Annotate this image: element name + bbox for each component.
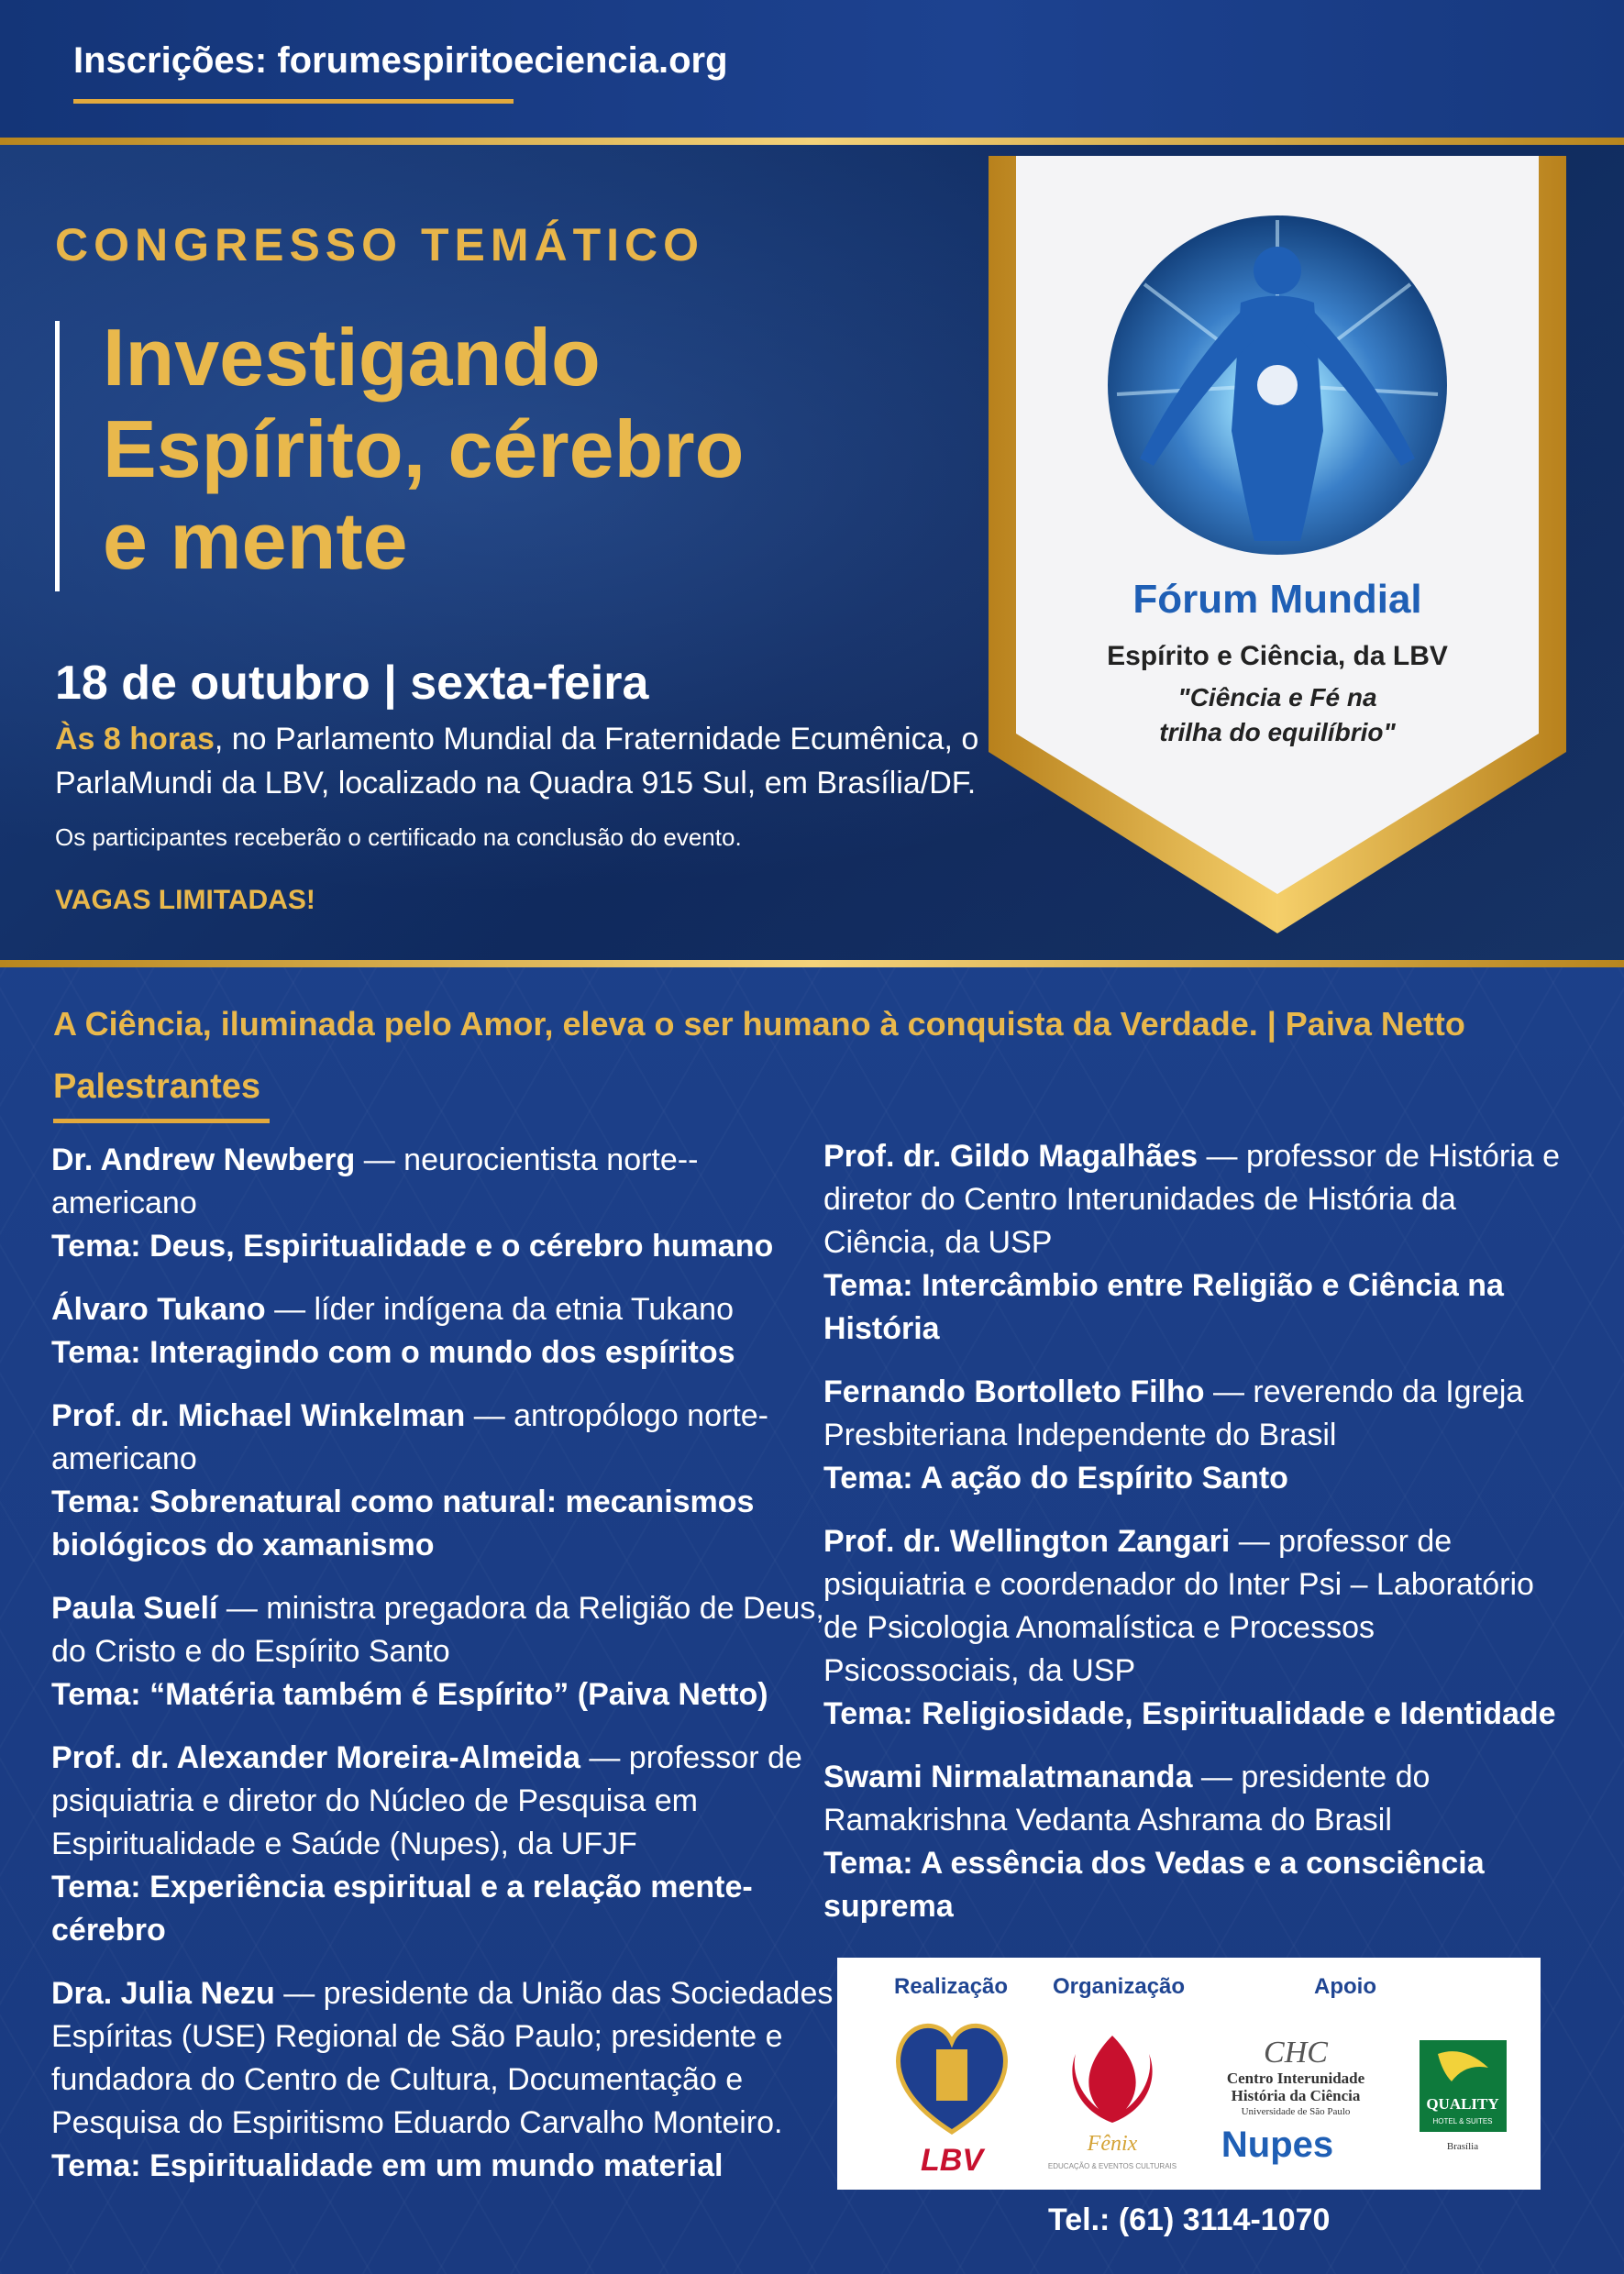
quality-logo: [1401, 2036, 1530, 2173]
speaker-entry: [823, 1371, 1575, 1500]
speaker-desc: — professor de psiquiatria e coordenador do Inter Psi – Laboratório de Psicologia Anomalística e Processos Psicossociais, da USP: [823, 1524, 1534, 1688]
label-realizacao: Realização: [894, 1974, 1009, 1999]
speaker-theme: Tema: Experiência espiritual e a relação mente-cérebro: [51, 1870, 753, 1948]
speaker-name: Prof. dr. Alexander Moreira-Almeida: [51, 1740, 580, 1775]
speaker-desc: — professor de psiquiatria e diretor do Núcleo de Pesquisa em Espiritualidade e Saúde (Nupes), da UFJF: [51, 1740, 802, 1861]
quality-city: Brasília: [1446, 2141, 1479, 2152]
speaker-entry: [51, 1288, 840, 1374]
fenix-logo: [1047, 2022, 1177, 2178]
quality-subtitle: HOTEL & SUITES: [1432, 2117, 1493, 2125]
certificate-note: Os participantes receberão o certificado na conclusão do evento.: [55, 823, 742, 851]
title-line-1: Investigando: [103, 312, 601, 403]
registration-link[interactable]: Inscrições: forumespiritoeciencia.org: [73, 40, 728, 81]
event-place: [55, 717, 990, 805]
hero-section: [0, 138, 1624, 967]
speaker-desc: — líder indígena da etnia Tukano: [265, 1292, 734, 1327]
speaker-desc: — presidente do Ramakrishna Vedanta Ashrama do Brasil: [823, 1760, 1431, 1838]
heart-light-icon: [1257, 365, 1298, 405]
speaker-theme: Tema: Sobrenatural como natural: mecanismos biológicos do xamanismo: [51, 1485, 755, 1562]
fenix-subtitle: EDUCAÇÃO & EVENTOS CULTURAIS: [1047, 2162, 1177, 2170]
speaker-desc: — presidente da União das Sociedades Espíritas (USE) Regional de São Paulo; presidente e fundadora do Centro de Cultura, Documentação e Pesquisa do Espiritismo Eduardo Carvalho Monteiro.: [51, 1976, 834, 2140]
speaker-entry: [823, 1135, 1575, 1351]
speaker-theme: Tema: A essência dos Vedas e a consciência suprema: [823, 1846, 1485, 1924]
label-apoio: Apoio: [1314, 1974, 1376, 1999]
chc-line-3: Universidade de São Paulo: [1241, 2106, 1351, 2117]
chc-nupes-logo: [1204, 2033, 1387, 2180]
speakers-heading: Palestrantes: [53, 1067, 261, 1106]
speaker-name: Fernando Bortolleto Filho: [823, 1374, 1205, 1409]
title-accent-bar: [55, 321, 60, 591]
speaker-entry: [51, 1972, 840, 2188]
gold-border-bottom: [0, 960, 1624, 967]
quote: A Ciência, iluminada pelo Amor, eleva o ser humano à conquista da Verdade. | Paiva Netto: [53, 1005, 1465, 1043]
speakers-left-column: [51, 1139, 840, 2208]
speaker-name: Prof. dr. Wellington Zangari: [823, 1524, 1231, 1559]
speaker-name: Álvaro Tukano: [51, 1292, 266, 1327]
event-kicker: CONGRESSO TEMÁTICO: [55, 219, 705, 270]
speaker-desc: — reverendo da Igreja Presbiteriana Independente do Brasil: [823, 1374, 1524, 1452]
speaker-theme: Tema: Deus, Espiritualidade e o cérebro humano: [51, 1229, 774, 1264]
banner-tagline-2: trilha do equilíbrio": [1159, 718, 1396, 746]
speaker-theme: Tema: Religiosidade, Espiritualidade e Identidade: [823, 1696, 1556, 1731]
speaker-desc: — ministra pregadora da Religião de Deus, do Cristo e do Espírito Santo: [51, 1591, 824, 1669]
event-date: 18 de outubro | sexta-feira: [55, 657, 649, 710]
speaker-desc: — neurocientista norte--americano: [51, 1143, 699, 1220]
speaker-theme: Tema: Interagindo com o mundo dos espíritos: [51, 1335, 735, 1370]
lbv-wordmark: LBV: [921, 2143, 983, 2178]
forum-banner: [979, 156, 1575, 935]
phone-number[interactable]: Tel.: (61) 3114-1070: [1048, 2202, 1331, 2237]
speaker-entry: [51, 1587, 840, 1717]
speaker-desc: — professor de História e diretor do Centro Interunidades de História da Ciência, da USP: [823, 1139, 1561, 1260]
speaker-entry: [823, 1756, 1575, 1928]
event-location: , no Parlamento Mundial da Fraternidade Ecumênica, o ParlaMundi da LBV, localizado na Quadra 915 Sul, em Brasília/DF.: [55, 722, 979, 800]
speaker-name: Dr. Andrew Newberg: [51, 1143, 356, 1177]
limited-seats: VAGAS LIMITADAS!: [55, 885, 315, 915]
banner-title: Fórum Mundial: [1132, 577, 1422, 622]
quality-wordmark: QUALITY: [1426, 2095, 1499, 2113]
speaker-theme: Tema: Espiritualidade em um mundo material: [51, 2148, 724, 2183]
registration-underline: [73, 99, 514, 104]
fenix-wordmark: Fênix: [1087, 2132, 1138, 2156]
speaker-entry: [51, 1139, 840, 1268]
banner-tagline-1: "Ciência e Fé na: [1177, 683, 1377, 712]
speaker-name: Prof. dr. Michael Winkelman: [51, 1398, 466, 1433]
speaker-name: Swami Nirmalatmananda: [823, 1760, 1193, 1794]
event-time: Às 8 horas: [55, 722, 215, 756]
speaker-entry: [51, 1737, 840, 1952]
speaker-name: Paula Suelí: [51, 1591, 218, 1626]
title-line-2: Espírito, cérebro: [103, 403, 745, 494]
lbv-logo: [892, 2013, 1011, 2178]
speaker-theme: Tema: A ação do Espírito Santo: [823, 1461, 1288, 1496]
gold-border-top: [0, 138, 1624, 145]
speaker-theme: Tema: “Matéria também é Espírito” (Paiva Netto): [51, 1677, 768, 1712]
chc-line-1: Centro Interunidade: [1226, 2070, 1365, 2087]
registration-bar: [0, 0, 1624, 138]
lbv-emblem-icon: [936, 2049, 967, 2101]
speaker-entry: [51, 1395, 840, 1567]
chc-monogram-icon: CHC: [1264, 2036, 1328, 2070]
speakers-heading-underline: [53, 1119, 270, 1123]
speaker-desc: — antropólogo norte-americano: [51, 1398, 769, 1476]
title-line-3: e mente: [103, 495, 408, 586]
speaker-entry: [823, 1520, 1575, 1736]
speaker-name: Prof. dr. Gildo Magalhães: [823, 1139, 1199, 1174]
event-title: [103, 312, 928, 587]
phoenix-icon: [1072, 2036, 1152, 2123]
speaker-theme: Tema: Intercâmbio entre Religião e Ciência na História: [823, 1268, 1504, 1346]
sponsors-panel: [837, 1958, 1541, 2190]
speakers-right-column: [823, 1135, 1575, 1948]
nupes-wordmark: Nupes: [1221, 2125, 1334, 2165]
chc-line-2: História da Ciência: [1231, 2087, 1361, 2104]
label-organizacao: Organização: [1053, 1974, 1186, 1999]
speaker-name: Dra. Julia Nezu: [51, 1976, 275, 2011]
banner-subtitle: Espírito e Ciência, da LBV: [1107, 641, 1448, 671]
